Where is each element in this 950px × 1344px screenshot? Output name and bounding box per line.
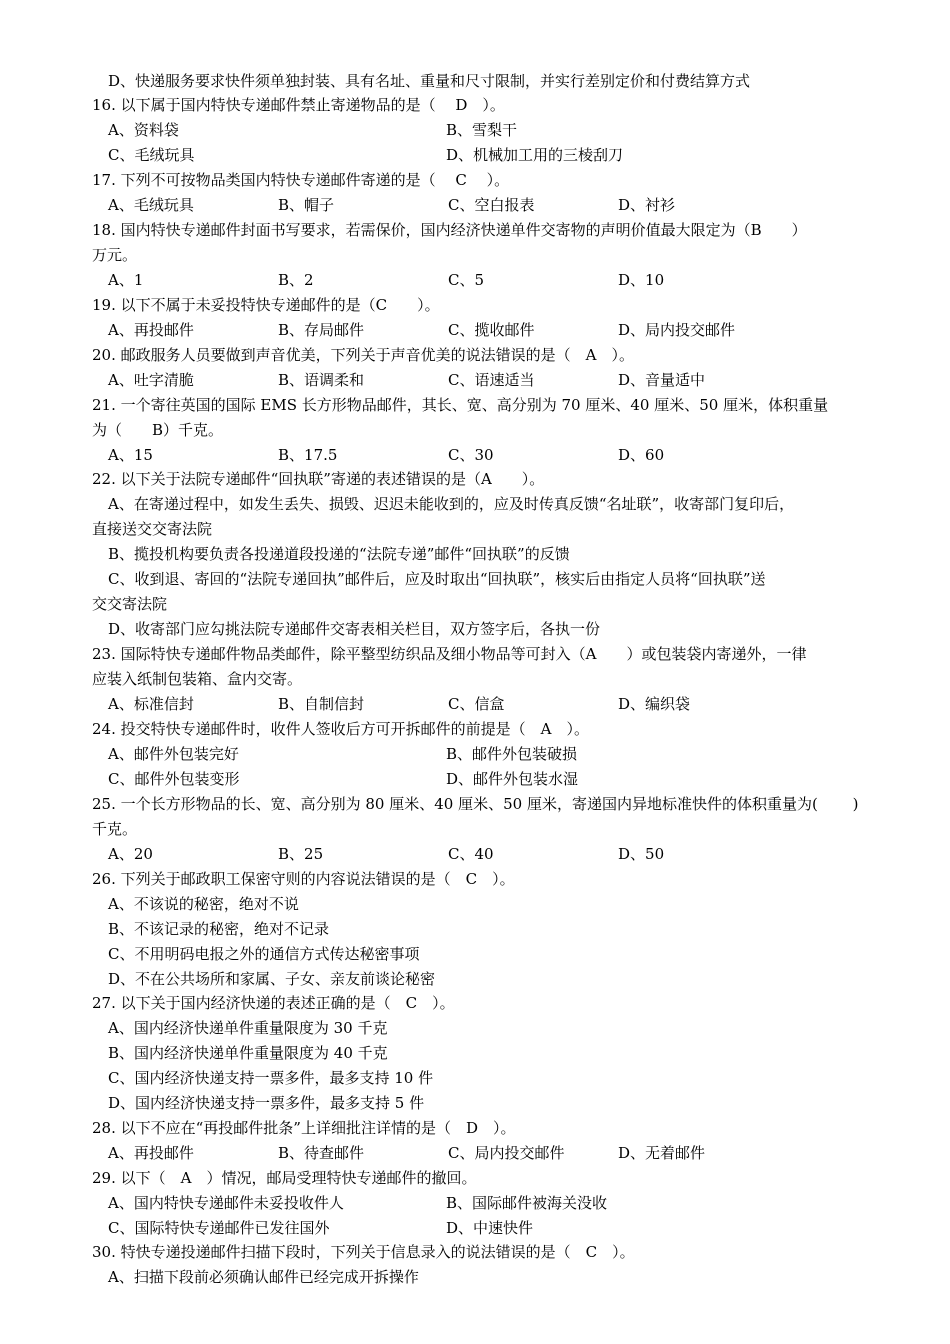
q23-stem: 23. 国际特快专递邮件物品类邮件，除平整型纺织品及细小物品等可封入（A ）或包装袋内寄递外，一律 xyxy=(92,645,807,663)
q21-option-a: A、15 xyxy=(108,446,153,464)
q18-option-b: B、2 xyxy=(278,271,314,289)
q24-option-b: B、邮件外包装破损 xyxy=(446,745,578,763)
q28-option-d: D、无着邮件 xyxy=(618,1144,706,1162)
q21-option-d: D、60 xyxy=(618,446,665,464)
q21-stem-cont: 为（ B）千克。 xyxy=(92,421,224,439)
q20-stem: 20. 邮政服务人员要做到声音优美，下列关于声音优美的说法错误的是（ A ）。 xyxy=(92,346,634,364)
q25-stem-cont: 千克。 xyxy=(92,820,138,838)
q21-option-b: B、17.5 xyxy=(278,446,338,464)
q17-option-c: C、空白报表 xyxy=(448,196,535,214)
q24-stem: 24. 投交特快专递邮件时，收件人签收后方可开拆邮件的前提是（ A ）。 xyxy=(92,720,589,738)
q17-option-a: A、毛绒玩具 xyxy=(108,196,194,214)
q16-stem: 16. 以下属于国内特快专递邮件禁止寄递物品的是（ D ）。 xyxy=(92,96,505,114)
q18-option-a: A、1 xyxy=(108,271,144,289)
q29-option-b: B、国际邮件被海关没收 xyxy=(446,1194,608,1212)
q26-option-d: D、不在公共场所和家属、子女、亲友前谈论秘密 xyxy=(108,970,436,988)
q26-stem: 26. 下列关于邮政职工保密守则的内容说法错误的是（ C ）。 xyxy=(92,870,515,888)
q29-option-c: C、国际特快专递邮件已发往国外 xyxy=(108,1219,330,1237)
q26-option-a: A、不该说的秘密，绝对不说 xyxy=(108,895,299,913)
q25-option-b: B、25 xyxy=(278,845,324,863)
q22-option-a: A、在寄递过程中，如发生丢失、损毁、迟迟未能收到的，应及时传真反馈“名址联”，收寄部门复印后， xyxy=(108,495,795,513)
q22-option-a-cont: 直接送交交寄法院 xyxy=(92,520,213,538)
q25-option-c: C、40 xyxy=(448,845,494,863)
q24-option-c: C、邮件外包装变形 xyxy=(108,770,240,788)
q24-option-d: D、邮件外包装水湿 xyxy=(446,770,579,788)
q18-option-d: D、10 xyxy=(618,271,665,289)
q28-option-c: C、局内投交邮件 xyxy=(448,1144,565,1162)
q25-option-a: A、20 xyxy=(108,845,153,863)
q23-option-c: C、信盒 xyxy=(448,695,505,713)
q18-stem-cont: 万元。 xyxy=(92,246,138,264)
q23-option-a: A、标准信封 xyxy=(108,695,194,713)
q16-option-b: B、雪梨干 xyxy=(446,121,518,139)
q19-option-d: D、局内投交邮件 xyxy=(618,321,736,339)
q20-option-a: A、吐字清脆 xyxy=(108,371,194,389)
q24-option-a: A、邮件外包装完好 xyxy=(108,745,239,763)
q27-stem: 27. 以下关于国内经济快递的表述正确的是（ C ）。 xyxy=(92,994,455,1012)
q22-option-d: D、收寄部门应勾挑法院专递邮件交寄表相关栏目，双方签字后，各执一份 xyxy=(108,620,601,638)
q22-option-c: C、收到退、寄回的“法院专递回执”邮件后，应及时取出“回执联”，核实后由指定人员将“回执联”送 xyxy=(108,570,766,588)
q20-option-c: C、语速适当 xyxy=(448,371,535,389)
q17-option-b: B、帽子 xyxy=(278,196,335,214)
q19-stem: 19. 以下不属于未妥投特快专递邮件的是（C ）。 xyxy=(92,296,440,314)
q20-option-b: B、语调柔和 xyxy=(278,371,365,389)
q29-option-d: D、中速快件 xyxy=(446,1219,534,1237)
q18-option-c: C、5 xyxy=(448,271,485,289)
q16-option-a: A、资料袋 xyxy=(108,121,179,139)
q25-option-d: D、50 xyxy=(618,845,665,863)
q30-stem: 30. 特快专递投递邮件扫描下段时，下列关于信息录入的说法错误的是（ C ）。 xyxy=(92,1243,635,1261)
q22-stem: 22. 以下关于法院专递邮件“回执联”寄递的表述错误的是（A ）。 xyxy=(92,470,545,488)
q21-stem: 21. 一个寄往英国的国际 EMS 长方形物品邮件，其长、宽、高分别为 70 厘米、40 厘米、50 厘米，体积重量 xyxy=(92,396,829,414)
q16-option-c: C、毛绒玩具 xyxy=(108,146,195,164)
q19-option-a: A、再投邮件 xyxy=(108,321,194,339)
q17-stem: 17. 下列不可按物品类国内特快专递邮件寄递的是（ C ）。 xyxy=(92,171,510,189)
q23-stem-cont: 应装入纸制包装箱、盒内交寄。 xyxy=(92,670,303,688)
q27-option-c: C、国内经济快递支持一票多件，最多支持 10 件 xyxy=(108,1069,434,1087)
q26-option-b: B、不该记录的秘密，绝对不记录 xyxy=(108,920,330,938)
q28-stem: 28. 以下不应在“再投邮件批条”上详细批注详情的是（ D ）。 xyxy=(92,1119,516,1137)
q15-option-d: D、快递服务要求快件须单独封装、具有名址、重量和尺寸限制，并实行差别定价和付费结算方式 xyxy=(108,72,751,90)
q27-option-b: B、国内经济快递单件重量限度为 40 千克 xyxy=(108,1044,388,1062)
q22-option-b: B、揽投机构要负责各投递道段投递的“法院专递”邮件“回执联”的反馈 xyxy=(108,545,570,563)
q28-option-b: B、待查邮件 xyxy=(278,1144,365,1162)
q22-option-c-cont: 交交寄法院 xyxy=(92,595,168,613)
q27-option-a: A、国内经济快递单件重量限度为 30 千克 xyxy=(108,1019,388,1037)
q28-option-a: A、再投邮件 xyxy=(108,1144,194,1162)
q26-option-c: C、不用明码电报之外的通信方式传达秘密事项 xyxy=(108,945,420,963)
q27-option-d: D、国内经济快递支持一票多件，最多支持 5 件 xyxy=(108,1094,425,1112)
q19-option-c: C、揽收邮件 xyxy=(448,321,535,339)
q25-stem: 25. 一个长方形物品的长、宽、高分别为 80 厘米、40 厘米、50 厘米，寄递国内异地标准快件的体积重量为( ) xyxy=(92,795,859,813)
q21-option-c: C、30 xyxy=(448,446,494,464)
q23-option-b: B、自制信封 xyxy=(278,695,365,713)
q30-option-a: A、扫描下段前必须确认邮件已经完成开拆操作 xyxy=(108,1268,419,1286)
q19-option-b: B、存局邮件 xyxy=(278,321,365,339)
q23-option-d: D、编织袋 xyxy=(618,695,691,713)
q16-option-d: D、机械加工用的三棱刮刀 xyxy=(446,146,624,164)
q29-stem: 29. 以下（ A ）情况，邮局受理特快专递邮件的撤回。 xyxy=(92,1169,477,1187)
q20-option-d: D、音量适中 xyxy=(618,371,706,389)
q29-option-a: A、国内特快专递邮件未妥投收件人 xyxy=(108,1194,344,1212)
q17-option-d: D、衬衫 xyxy=(618,196,676,214)
q18-stem: 18. 国内特快专递邮件封面书写要求，若需保价，国内经济快递单件交寄物的声明价值最大限定为（B ） xyxy=(92,221,807,239)
